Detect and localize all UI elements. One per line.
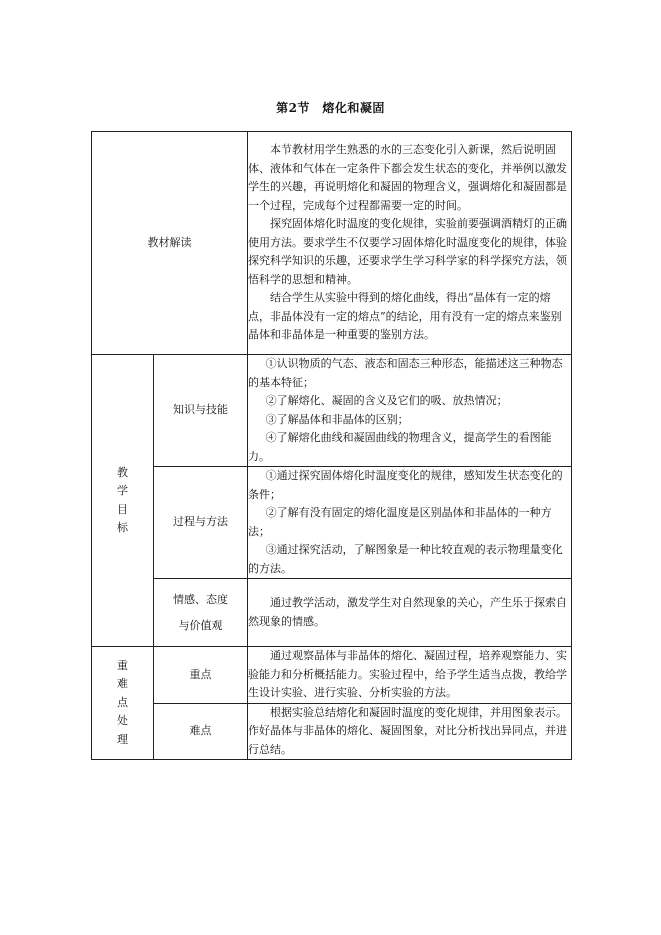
difficulty-label: 难点	[154, 703, 248, 760]
difficulty-text: 根据实验总结熔化和凝固时温度的变化规律，并用图象表示。作好晶体与非晶体的熔化、凝固图象，对比分析找出异同点，并进行总结。	[248, 705, 567, 756]
key-points-label-char: 理	[117, 732, 128, 746]
difficulty-content	[248, 703, 572, 760]
material-paragraph-1: 本节教材用学生熟悉的水的三态变化引入新课，然后说明固体、液体和气体在一定条件下都会发生状态的变化，并举例以激发学生的兴趣，再说明熔化和凝固的物理含义，强调熔化和凝固都是一个过程，完成每个过程都需要一定的时间。	[248, 143, 567, 212]
key-points-label	[92, 647, 154, 760]
attitude-label-line: 与价值观	[178, 618, 223, 632]
material-paragraph-2: 探究固体熔化时温度的变化规律，实验前要强调酒精灯的正确使用方法。要求学生不仅要学习固体熔化时温度变化的规律，体验探究科学知识的乐趣，还要求学生学习科学家的科学探究方法，领悟科学的思想和精神。	[248, 217, 567, 286]
material-paragraph-3: 结合学生从实验中得到的熔化曲线，得出“晶体有一定的熔点，非晶体没有一定的熔点”的结论，用有没有一定的熔点来鉴别晶体和非晶体是一种重要的鉴别方法。	[248, 291, 562, 342]
key-points-label-char: 难	[117, 677, 128, 691]
process-item-1: ①通过探究固体熔化时温度变化的规律，感知发生状态变化的条件；	[248, 469, 563, 501]
goals-label-char: 标	[117, 521, 128, 534]
goal-row-attitude	[92, 579, 572, 647]
knowledge-label: 知识与技能	[154, 355, 248, 467]
material-content	[248, 132, 572, 355]
process-label: 过程与方法	[154, 467, 248, 579]
lesson-plan-table	[91, 131, 572, 760]
goal-row-knowledge	[92, 355, 572, 467]
attitude-content	[248, 579, 572, 647]
attitude-label	[154, 579, 248, 647]
attitude-text: 通过教学活动，激发学生对自然现象的关心，产生乐于探索自然现象的情感。	[248, 596, 567, 628]
goals-label-char: 教	[117, 465, 128, 479]
attitude-label-line: 情感、态度	[173, 592, 228, 606]
process-item-3: ③通过探究活动，了解图象是一种比较直观的表示物理量变化的方法。	[248, 543, 563, 575]
page-title: 第2节 熔化和凝固	[276, 101, 385, 115]
goals-label	[92, 355, 154, 647]
knowledge-item-2: ②了解熔化、凝固的含义及它们的吸、放热情况；	[265, 394, 508, 407]
key-points-label-char: 点	[117, 695, 128, 709]
keypoint-row-difficulty	[92, 703, 572, 760]
focus-text: 通过观察晶体与非晶体的熔化、凝固过程，培养观察能力、实验能力和分析概括能力。实验过程中，给予学生适当点拨，教给学生设计实验、进行实验、分析实验的方法。	[248, 649, 567, 699]
goals-label-char: 学	[117, 484, 128, 497]
process-content	[248, 467, 572, 579]
goal-row-process	[92, 467, 572, 579]
process-item-2: ②了解有没有固定的熔化温度是区别晶体和非晶体的一种方法；	[248, 506, 552, 538]
focus-label: 重点	[154, 647, 248, 704]
knowledge-content	[248, 355, 572, 467]
key-points-label-char: 处	[117, 714, 128, 728]
material-row	[92, 132, 572, 355]
material-label: 教材解读	[92, 132, 248, 355]
knowledge-item-3: ③了解晶体和非晶体的区别；	[265, 412, 409, 426]
knowledge-item-1: ①认识物质的气态、液态和固态三种形态，能描述这三种物态的基本特征；	[248, 357, 563, 389]
knowledge-item-4: ④了解熔化曲线和凝固曲线的物理含义，提高学生的看图能力。	[248, 431, 552, 463]
focus-content	[248, 647, 572, 704]
goals-label-char: 目	[117, 502, 128, 516]
keypoint-row-focus	[92, 647, 572, 704]
key-points-label-char: 重	[117, 658, 128, 672]
